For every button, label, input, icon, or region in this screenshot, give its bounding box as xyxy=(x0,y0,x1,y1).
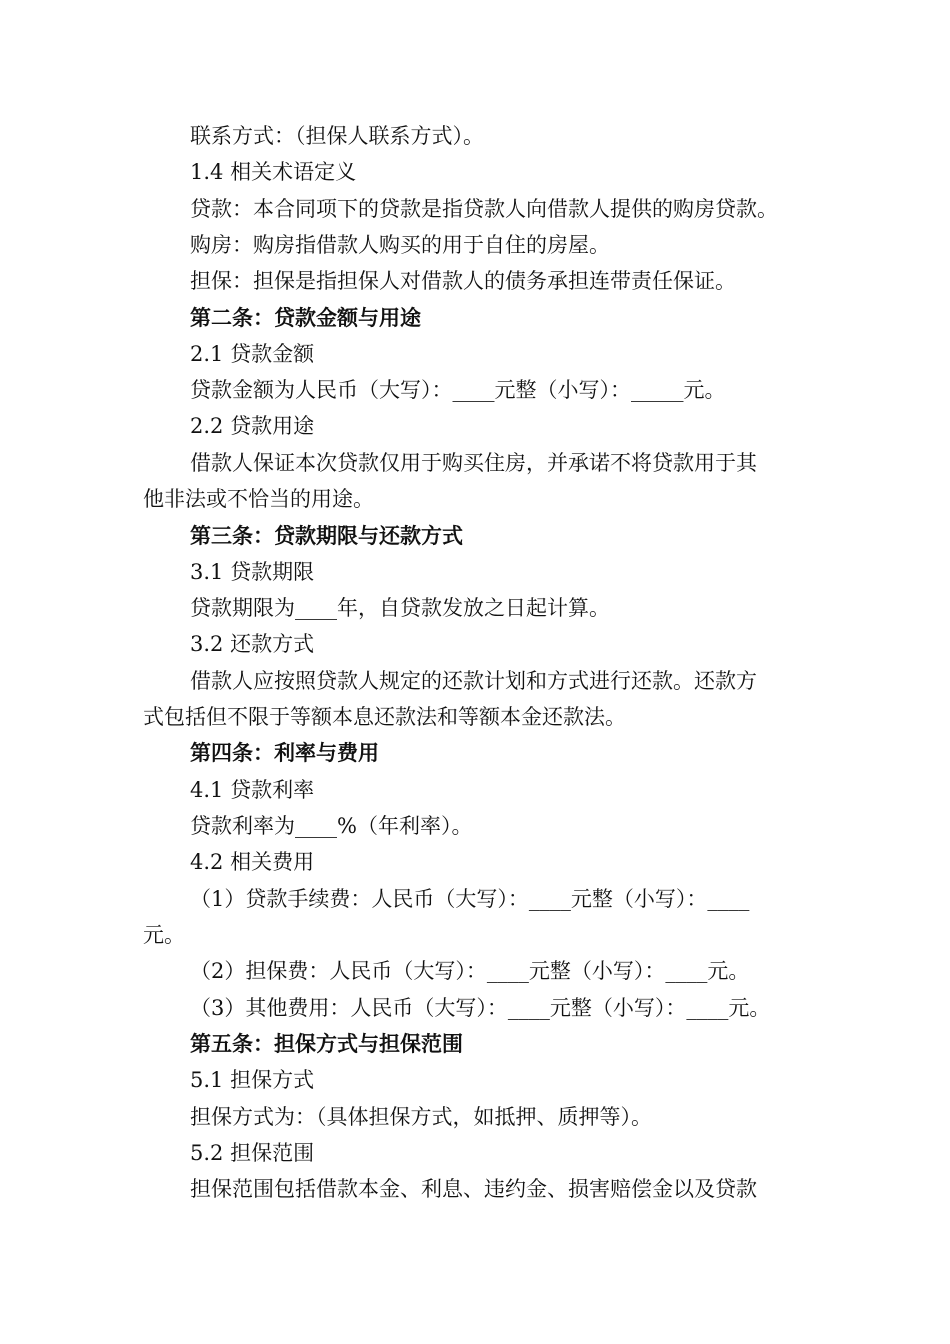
definition-loan: 贷款：本合同项下的贷款是指贷款人向借款人提供的购房贷款。 xyxy=(190,197,778,221)
fee-item-1-line-2: 元。 xyxy=(143,923,185,947)
definition-guarantee: 担保：担保是指担保人对借款人的债务承担连带责任保证。 xyxy=(190,269,736,293)
article-3-title: 第三条：贷款期限与还款方式 xyxy=(190,524,463,548)
section-3-2-heading: 3.2 还款方式 xyxy=(190,632,315,656)
article-2-title: 第二条：贷款金额与用途 xyxy=(190,306,421,330)
section-2-1-heading: 2.1 贷款金额 xyxy=(190,342,315,366)
loan-term-line: 贷款期限为____年，自贷款发放之日起计算。 xyxy=(190,596,610,620)
article-5-title: 第五条：担保方式与担保范围 xyxy=(190,1032,463,1056)
article-4-title: 第四条：利率与费用 xyxy=(190,741,379,765)
repayment-paragraph-line-1: 借款人应按照贷款人规定的还款计划和方式进行还款。还款方 xyxy=(190,669,757,693)
loan-amount-line: 贷款金额为人民币（大写）：____元整（小写）：_____元。 xyxy=(190,378,726,402)
section-4-1-heading: 4.1 贷款利率 xyxy=(190,778,315,802)
contact-info-line: 联系方式：（担保人联系方式）。 xyxy=(190,124,484,148)
repayment-paragraph-line-2: 式包括但不限于等额本息还款法和等额本金还款法。 xyxy=(143,705,626,729)
section-2-2-heading: 2.2 贷款用途 xyxy=(190,414,315,438)
section-3-1-heading: 3.1 贷款期限 xyxy=(190,560,315,584)
fee-item-1-line-1: （1）贷款手续费：人民币（大写）：____元整（小写）：____ xyxy=(190,887,750,911)
section-5-2-heading: 5.2 担保范围 xyxy=(190,1141,315,1165)
section-4-2-heading: 4.2 相关费用 xyxy=(190,850,315,874)
interest-rate-line: 贷款利率为____%（年利率）。 xyxy=(190,814,473,838)
definition-house-purchase: 购房：购房指借款人购买的用于自住的房屋。 xyxy=(190,233,610,257)
guarantee-scope-line: 担保范围包括借款本金、利息、违约金、损害赔偿金以及贷款 xyxy=(190,1177,757,1201)
guarantee-method-line: 担保方式为：（具体担保方式，如抵押、质押等）。 xyxy=(190,1105,652,1129)
loan-purpose-paragraph-line-1: 借款人保证本次贷款仅用于购买住房，并承诺不将贷款用于其 xyxy=(190,451,757,475)
fee-item-3: （3）其他费用：人民币（大写）：____元整（小写）：____元。 xyxy=(190,996,771,1020)
fee-item-2: （2）担保费：人民币（大写）：____元整（小写）：____元。 xyxy=(190,959,750,983)
section-5-1-heading: 5.1 担保方式 xyxy=(190,1068,315,1092)
section-1-4-heading: 1.4 相关术语定义 xyxy=(190,160,357,184)
loan-purpose-paragraph-line-2: 他非法或不恰当的用途。 xyxy=(143,487,374,511)
